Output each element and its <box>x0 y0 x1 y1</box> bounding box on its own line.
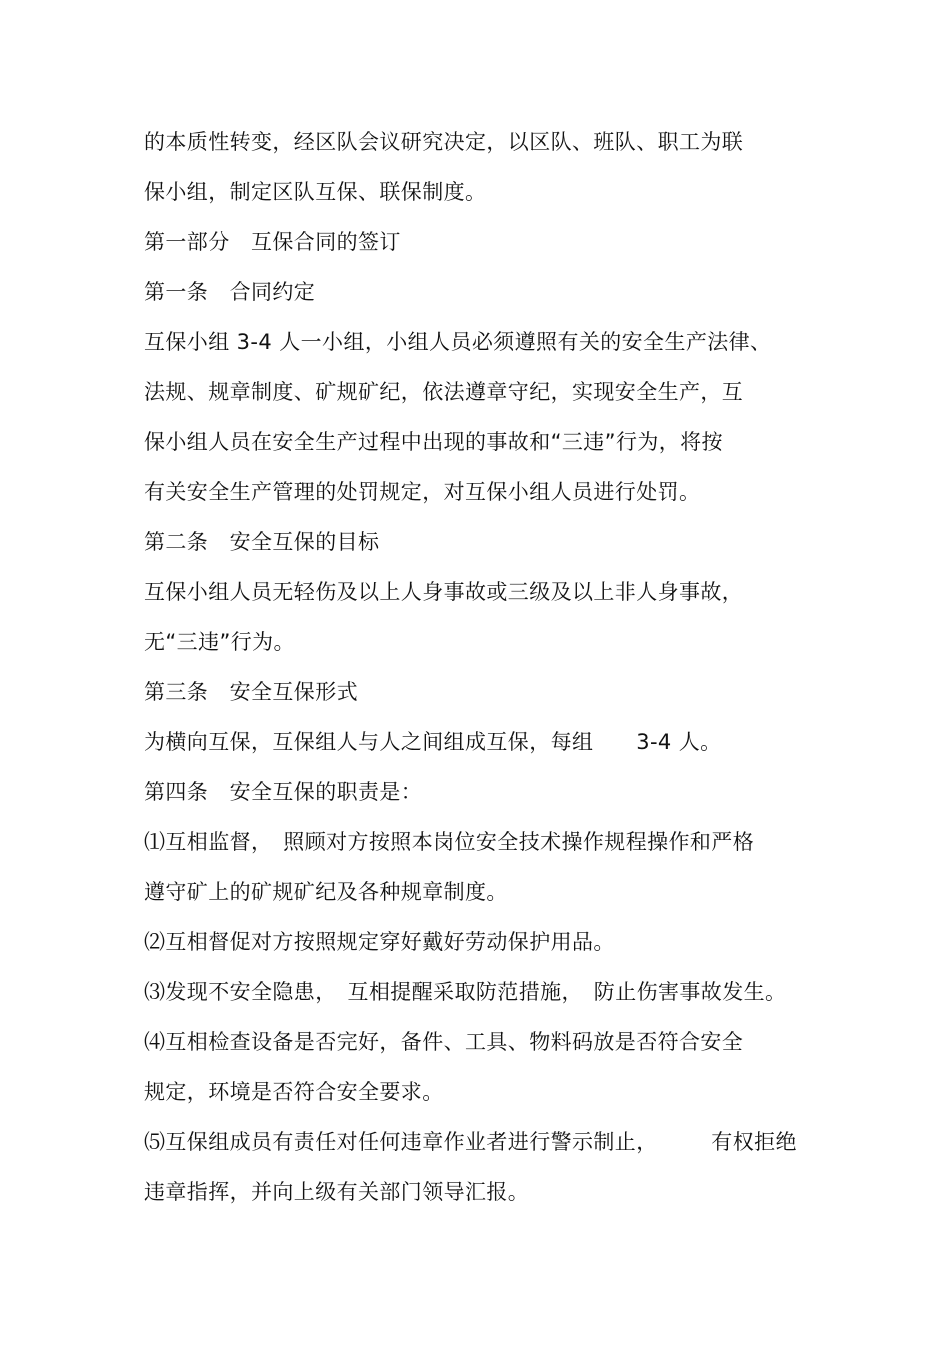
paragraph-line: 互保小组 3-4 人一小组，小组人员必须遵照有关的安全生产法律、 <box>144 330 772 354</box>
paragraph-line: 有关安全生产管理的处罚规定，对互保小组人员进行处罚。 <box>144 480 701 504</box>
section-heading: 第一部分 互保合同的签订 <box>144 230 401 254</box>
article-heading: 第四条 安全互保的职责是： <box>144 780 423 804</box>
paragraph-line: 为横向互保，互保组人与人之间组成互保，每组 3-4 人。 <box>144 730 722 754</box>
list-item-continuation: 违章指挥，并向上级有关部门领导汇报。 <box>144 1180 530 1204</box>
paragraph-line: 无“三违”行为。 <box>144 630 295 654</box>
paragraph-line: 互保小组人员无轻伤及以上人身事故或三级及以上非人身事故， <box>144 580 744 604</box>
list-item: ⑸互保组成员有责任对任何违章作业者进行警示制止， 有权拒绝 <box>144 1130 797 1154</box>
list-item: ⑷互相检查设备是否完好，备件、工具、物料码放是否符合安全 <box>144 1030 744 1054</box>
paragraph-line: 的本质性转变，经区队会议研究决定，以区队、班队、职工为联 <box>144 130 744 154</box>
list-item-continuation: 遵守矿上的矿规矿纪及各种规章制度。 <box>144 880 508 904</box>
paragraph-line: 法规、规章制度、矿规矿纪，依法遵章守纪，实现安全生产，互 <box>144 380 744 404</box>
paragraph-line: 保小组，制定区队互保、联保制度。 <box>144 180 487 204</box>
article-heading: 第三条 安全互保形式 <box>144 680 358 704</box>
article-heading: 第二条 安全互保的目标 <box>144 530 380 554</box>
list-item-continuation: 规定，环境是否符合安全要求。 <box>144 1080 444 1104</box>
article-heading: 第一条 合同约定 <box>144 280 316 304</box>
list-item: ⑶发现不安全隐患， 互相提醒采取防范措施， 防止伤害事故发生。 <box>144 980 787 1004</box>
list-item: ⑵互相督促对方按照规定穿好戴好劳动保护用品。 <box>144 930 615 954</box>
paragraph-line: 保小组人员在安全生产过程中出现的事故和“三违”行为，将按 <box>144 430 723 454</box>
list-item: ⑴互相监督， 照顾对方按照本岗位安全技术操作规程操作和严格 <box>144 830 755 854</box>
